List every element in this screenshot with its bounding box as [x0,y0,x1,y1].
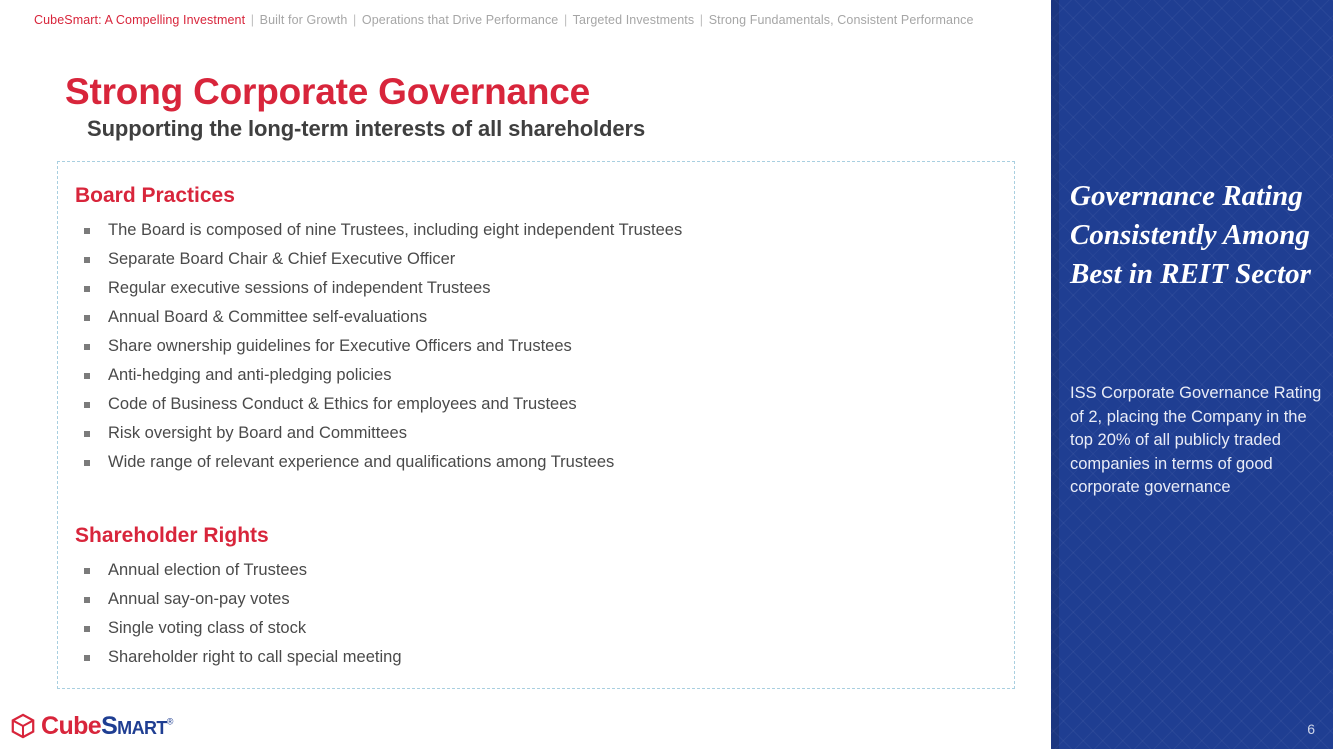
list-item: Share ownership guidelines for Executive Officers and Trustees [80,332,682,361]
breadcrumb-separator: | [352,13,357,27]
breadcrumb-item-2[interactable]: Operations that Drive Performance [361,13,559,27]
breadcrumb-item-4[interactable]: Strong Fundamentals, Consistent Performance [708,13,974,27]
content-panel [57,161,1015,689]
page-title: Strong Corporate Governance [65,70,591,112]
logo-trademark: ® [166,716,173,727]
page-number: 6 [1307,721,1315,737]
breadcrumb-separator: | [563,13,568,27]
list-item: Code of Business Conduct & Ethics for employees and Trustees [80,390,682,419]
list-item: Annual say-on-pay votes [80,585,402,614]
list-item: Annual Board & Committee self-evaluations [80,303,682,332]
callout-heading: Governance Rating Consistently Among Best in REIT Sector [1070,180,1311,290]
list-item: The Board is composed of nine Trustees, including eight independent Trustees [80,216,682,245]
breadcrumb-separator: | [250,13,255,27]
board-practices-list [80,216,682,477]
logo-text-smart: Smart [101,711,167,740]
breadcrumb-item-1[interactable]: Built for Growth [259,13,348,27]
board-practices-heading: Board Practices [75,184,235,207]
list-item: Wide range of relevant experience and qualifications among Trustees [80,448,682,477]
list-item: Separate Board Chair & Chief Executive Officer [80,245,682,274]
list-item: Single voting class of stock [80,614,402,643]
list-item: Risk oversight by Board and Committees [80,419,682,448]
footer-logo [10,712,173,740]
list-item: Shareholder right to call special meeting [80,643,402,672]
breadcrumb-separator: | [699,13,704,27]
callout-body: ISS Corporate Governance Rating of 2, placing the Company in the top 20% of all publicly traded companies in terms of good corporate governance [1070,384,1322,496]
page-subtitle: Supporting the long-term interests of all shareholders [87,116,646,142]
list-item: Anti-hedging and anti-pledging policies [80,361,682,390]
shareholder-rights-list [80,556,402,672]
logo-wordmark [41,712,173,741]
breadcrumb [34,13,974,27]
list-item: Regular executive sessions of independent Trustees [80,274,682,303]
cube-logo-icon [10,713,36,739]
breadcrumb-item-3[interactable]: Targeted Investments [572,13,695,27]
callout-panel [1051,0,1333,749]
list-item: Annual election of Trustees [80,556,402,585]
shareholder-rights-heading: Shareholder Rights [75,524,269,547]
logo-text-cube: Cube [41,711,102,740]
breadcrumb-item-0[interactable]: CubeSmart: A Compelling Investment [34,13,246,27]
